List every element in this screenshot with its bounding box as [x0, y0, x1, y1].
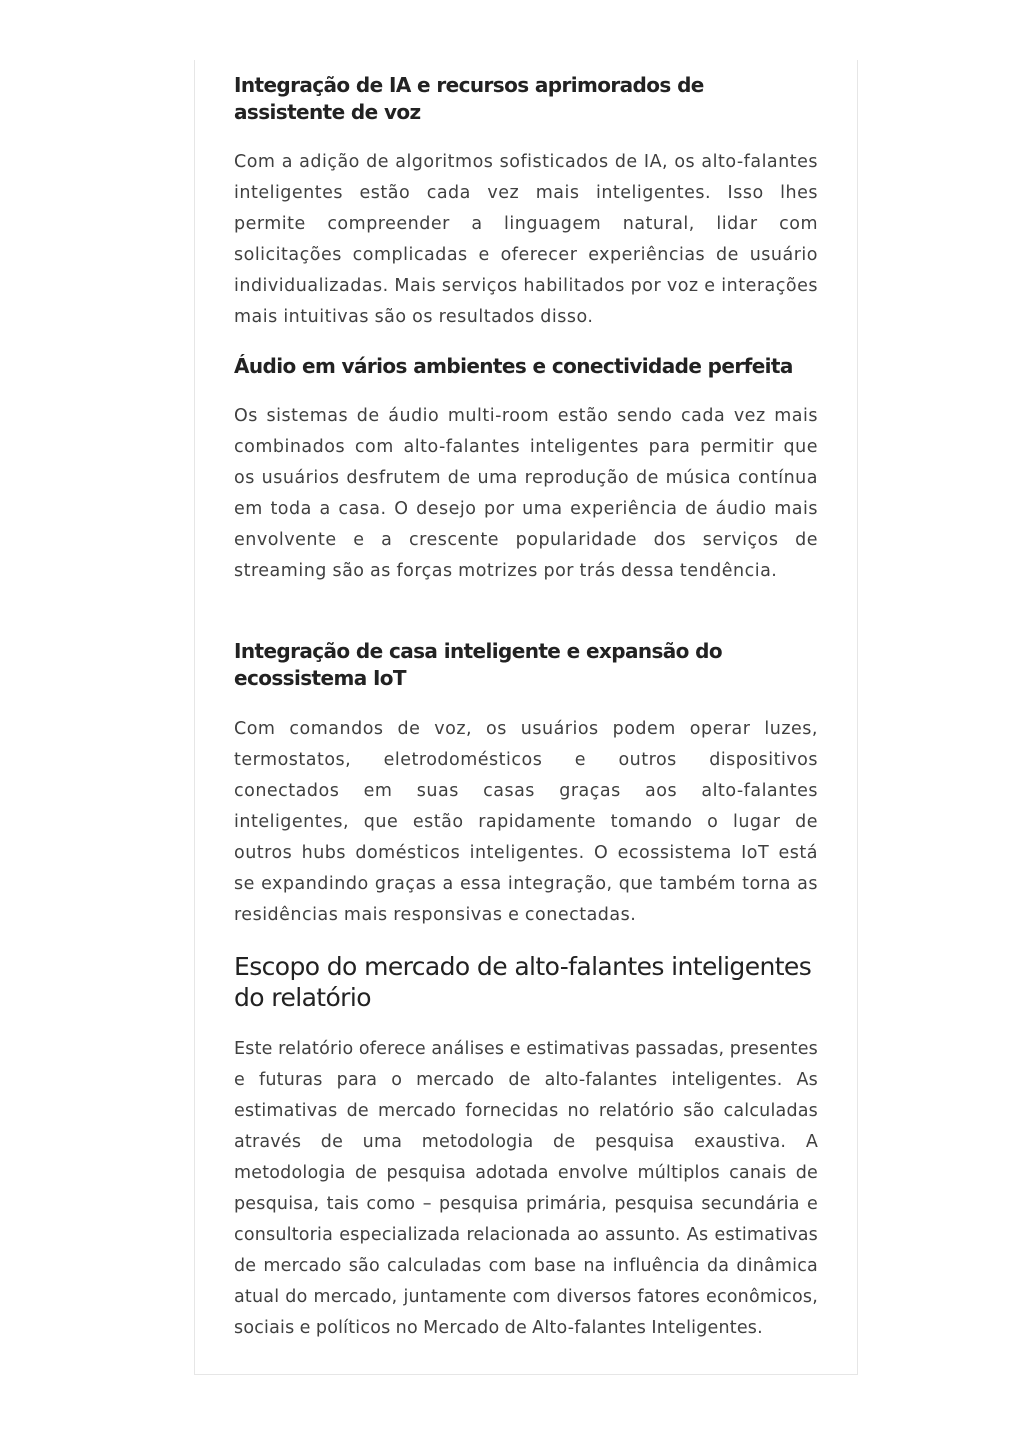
- section-heading-smart-home-iot: Integração de casa inteligente e expansão do ecossistema IoT: [234, 639, 723, 690]
- scope-body: Este relatório oferece análises e estimativas passadas, presentes e futuras para o mercado de alto-falantes inteligentes. As estimativas de mercado fornecidas no relatório são calculadas através de uma metodologia de pesquisa exaustiva. A metodologia de pesquisa adotada envolve múltiplos canais de pesquisa, tais como – pesquisa primária, pesquisa secundária e consultoria especializada relacionada ao assunto. As estimativas de mercado são calculadas com base na influência da dinâmica atual do mercado, juntamente com diversos fatores econômicos, sociais e políticos no Mercado de Alto-falantes Inteligentes.: [234, 1039, 818, 1338]
- scope-heading: Escopo do mercado de alto-falantes inteligentes do relatório: [234, 952, 812, 1012]
- section-heading-multiroom-audio: Áudio em vários ambientes e conectividade perfeita: [234, 354, 793, 378]
- section-body-smart-home-iot: Com comandos de voz, os usuários podem operar luzes, termostatos, eletrodomésticos e outros dispositivos conectados em suas casas graças aos alto-falantes inteligentes, que estão rapidamente tomando o lugar de outros hubs domésticos inteligentes. O ecossistema IoT está se expandindo graças a essa integração, que também torna as residências mais responsivas e conectadas.: [234, 719, 818, 925]
- section-body-multiroom-audio: Os sistemas de áudio multi-room estão sendo cada vez mais combinados com alto-falantes inteligentes para permitir que os usuários desfrutem de uma reprodução de música contínua em toda a casa. O desejo por uma experiência de áudio mais envolvente e a crescente popularidade dos serviços de streaming são as forças motrizes por trás dessa tendência.: [234, 406, 818, 581]
- section-heading-ai-integration: Integração de IA e recursos aprimorados de assistente de voz: [234, 73, 704, 124]
- section-body-ai-integration: Com a adição de algoritmos sofisticados de IA, os alto-falantes inteligentes estão cada vez mais inteligentes. Isso lhes permite compreender a linguagem natural, lidar com solicitações complicadas e oferecer experiências de usuário individualizadas. Mais serviços habilitados por voz e interações mais intuitivas são os resultados disso.: [234, 152, 818, 327]
